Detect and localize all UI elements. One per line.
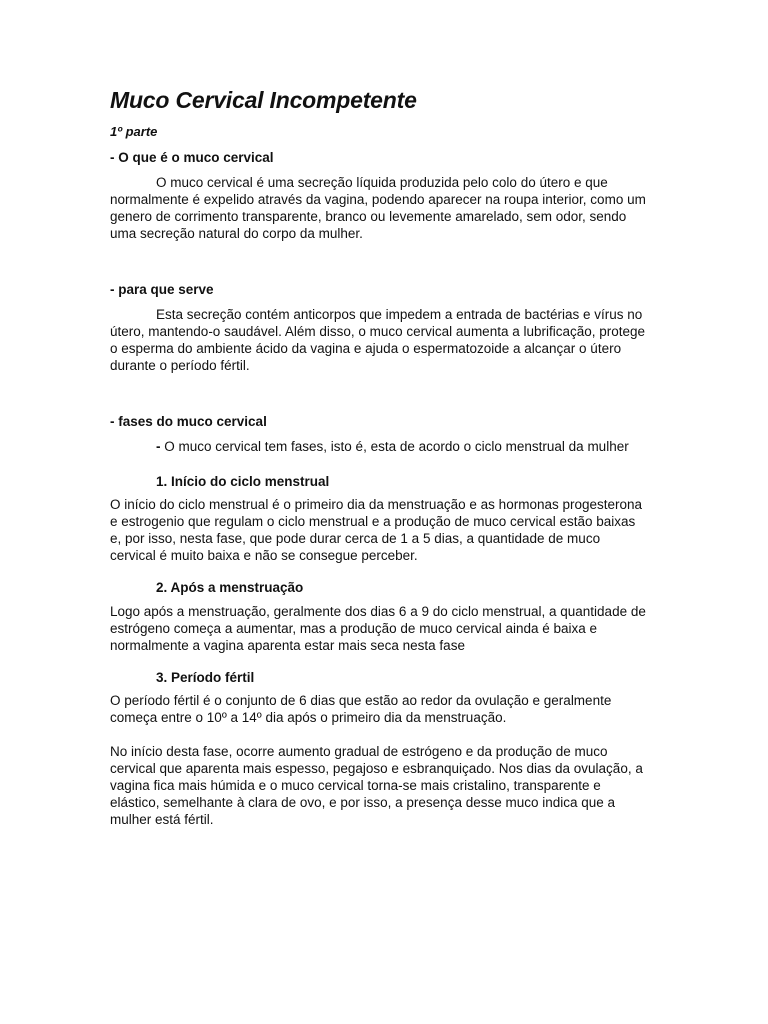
intro-text: O muco cervical tem fases, isto é, esta de acordo o ciclo menstrual da mulher: [160, 439, 629, 454]
document-page: [110, 86, 646, 828]
phase-body-3: O período fértil é o conjunto de 6 dias que estão ao redor da ovulação e geralmente começa entre o 10º a 14º dia após o primeiro dia da menstruação.: [110, 693, 612, 725]
intro-dash: -: [156, 439, 161, 454]
phase-body-1: O início do ciclo menstrual é o primeiro dia da menstruação e as hormonas progesterona e estrogenio que regulam o ciclo menstrual e a produção de muco cervical estão baixas e, por isso, nesta fase, que pode durar cerca de 1 a 5 dias, a quantidade de muco cervical é muito baixa e não se consegue perceber.: [110, 497, 643, 563]
document-title: Muco Cervical Incompetente: [110, 87, 417, 113]
section-heading-purpose: - para que serve: [110, 282, 214, 297]
section-body-what: O muco cervical é uma secreção líquida produzida pelo colo do útero e que normalmente é expelido através da vagina, podendo aparecer na roupa interior, como um genero de corrimento transparente, branco ou levemente amarelado, sem odor, sendo uma secreção natural do corpo da mulher.: [110, 175, 646, 241]
phase-body-2: Logo após a menstruação, geralmente dos dias 6 a 9 do ciclo menstrual, a quantidade de estrógeno começa a aumentar, mas a produção de muco cervical ainda é baixa e normalmente a vagina aparenta estar mais seca nesta fase: [110, 604, 646, 653]
phase-heading-2: 2. Após a menstruação: [156, 580, 304, 595]
phase-heading-1: 1. Início do ciclo menstrual: [156, 474, 330, 489]
part-label: 1º parte: [110, 124, 158, 139]
section-heading-what: - O que é o muco cervical: [110, 150, 274, 165]
section-intro-phases: [110, 438, 646, 455]
section-body-purpose: Esta secreção contém anticorpos que impedem a entrada de bactérias e vírus no útero, mantendo-o saudável. Além disso, o muco cervical aumenta a lubrificação, protege o esperma do ambiente ácido da vagina e ajuda o espermatozoide a alcançar o útero durante o período fértil.: [110, 307, 646, 373]
section-heading-phases: - fases do muco cervical: [110, 414, 267, 429]
phase-heading-3: 3. Período fértil: [156, 670, 255, 685]
phase-body-3-continued: No início desta fase, ocorre aumento gradual de estrógeno e da produção de muco cervical que aparenta mais espesso, pegajoso e esbranquiçado. Nos dias da ovulação, a vagina fica mais húmida e o muco cervical torna-se mais cristalino, transparente e elástico, semelhante à clara de ovo, e por isso, a presença desse muco indica que a mulher está fértil.: [110, 744, 643, 827]
